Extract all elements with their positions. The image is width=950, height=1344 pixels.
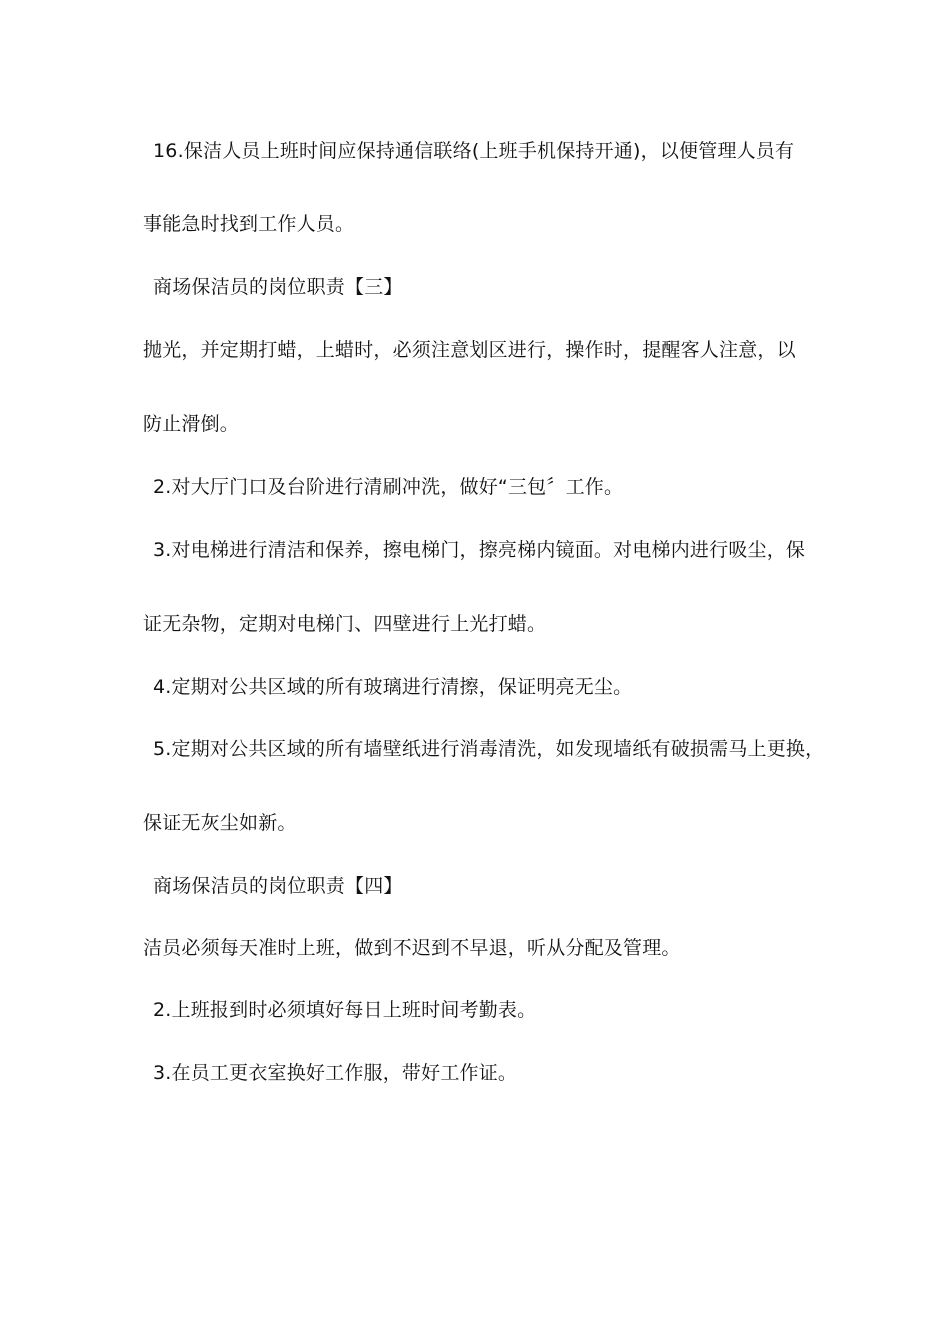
paragraph-line: 洁员必须每天准时上班，做到不迟到不早退，听从分配及管理。: [143, 937, 681, 959]
list-item: 2.上班报到时必须填好每日上班时间考勤表。: [153, 999, 537, 1021]
paragraph-line: 16.保洁人员上班时间应保持通信联络(上班手机保持开通)，以便管理人员有: [153, 140, 795, 162]
paragraph-line: 证无杂物，定期对电梯门、四壁进行上光打蜡。: [143, 613, 547, 635]
list-item: 5.定期对公共区域的所有墙壁纸进行消毒清洗，如发现墙纸有破损需马上更换，: [153, 738, 825, 760]
paragraph-line: 事能急时找到工作人员。: [143, 213, 355, 235]
paragraph-line: 防止滑倒。: [143, 413, 240, 435]
section-heading: 商场保洁员的岗位职责【四】: [153, 875, 403, 897]
paragraph-line: 保证无灰尘如新。: [143, 812, 297, 834]
list-item: 3.在员工更衣室换好工作服，带好工作证。: [153, 1062, 518, 1084]
list-item: 2.对大厅门口及台阶进行清刷冲洗，做好“三包〞工作。: [153, 476, 624, 498]
paragraph-line: 抛光，并定期打蜡，上蜡时，必须注意划区进行，操作时，提醒客人注意，以: [143, 339, 796, 361]
list-item: 3.对电梯进行清洁和保养，擦电梯门，擦亮梯内镜面。对电梯内进行吸尘，保: [153, 539, 806, 561]
section-heading: 商场保洁员的岗位职责【三】: [153, 276, 403, 298]
list-item: 4.定期对公共区域的所有玻璃进行清擦，保证明亮无尘。: [153, 676, 633, 698]
